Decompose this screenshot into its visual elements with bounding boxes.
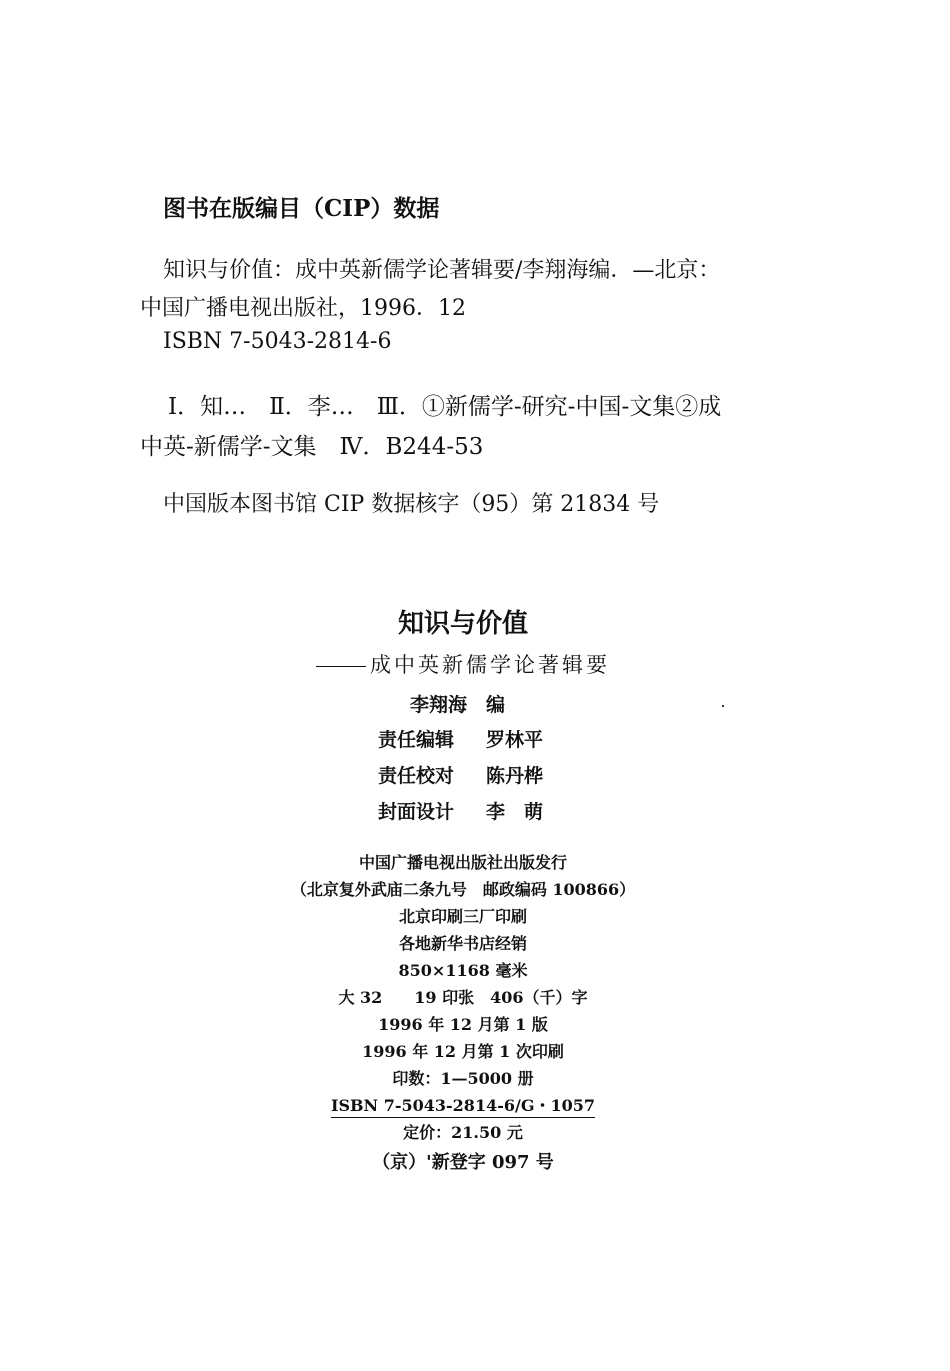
cip-publisher-line: 中国广播电视出版社，1996．12 — [140, 296, 466, 321]
cip-isbn-line: ISBN 7-5043-2814-6 — [163, 329, 392, 354]
scan-speck — [722, 705, 724, 707]
credit-name: 陈丹桦 — [486, 765, 544, 787]
colophon-registration: （京）'新登字 097 号 — [372, 1152, 554, 1173]
cip-subject-line: Ⅰ．知… Ⅱ．李… Ⅲ．①新儒学-研究-中国-文集②成 — [168, 394, 722, 420]
colophon-format: 850×1168 毫米 — [398, 961, 528, 980]
credit-row — [378, 725, 543, 752]
colophon-printing: 1996 年 12 月第 1 次印刷 — [362, 1042, 564, 1061]
colophon-printer: 北京印刷三厂印刷 — [398, 907, 527, 926]
colophon-isbn-row — [0, 1093, 938, 1118]
colophon-isbn: ISBN 7-5043-2814-6/G・1057 — [331, 1093, 595, 1118]
credit-name: 罗林平 — [486, 729, 544, 751]
colophon-edition: 1996 年 12 月第 1 版 — [378, 1015, 548, 1034]
cip-classification-line: 中英-新儒学-文集 Ⅳ．B244-53 — [140, 434, 484, 460]
colophon-size: 大 32 19 印张 406（千）字 — [338, 988, 588, 1007]
credit-name: 李 萌 — [486, 801, 544, 823]
colophon-publisher: 中国广播电视出版社出版发行 — [358, 853, 567, 872]
colophon-distributor: 各地新华书店经销 — [398, 934, 527, 953]
book-editor: 李翔海 编 — [410, 694, 506, 716]
colophon-print-run: 印数：1—5000 册 — [392, 1069, 534, 1088]
book-title: 知识与价值 — [397, 609, 528, 639]
book-subtitle: 成中英新儒学论著辑要 — [370, 653, 610, 677]
colophon-price: 定价：21.50 元 — [403, 1123, 523, 1142]
credit-row — [378, 797, 543, 824]
credit-row — [378, 761, 543, 788]
credit-role: 责任编辑 — [378, 729, 455, 751]
cip-heading: 图书在版编目（CIP）数据 — [163, 195, 440, 222]
credit-role: 责任校对 — [378, 765, 455, 787]
cip-record-number: 中国版本图书馆 CIP 数据核字（95）第 21834 号 — [163, 492, 660, 517]
book-subtitle-row — [0, 649, 938, 679]
cip-title-line: 知识与价值：成中英新儒学论著辑要/李翔海编．—北京： — [163, 258, 721, 283]
colophon-address: （北京复外武庙二条九号 邮政编码 100866） — [290, 880, 636, 899]
subtitle-dash — [316, 666, 366, 667]
credit-role: 封面设计 — [378, 801, 455, 823]
